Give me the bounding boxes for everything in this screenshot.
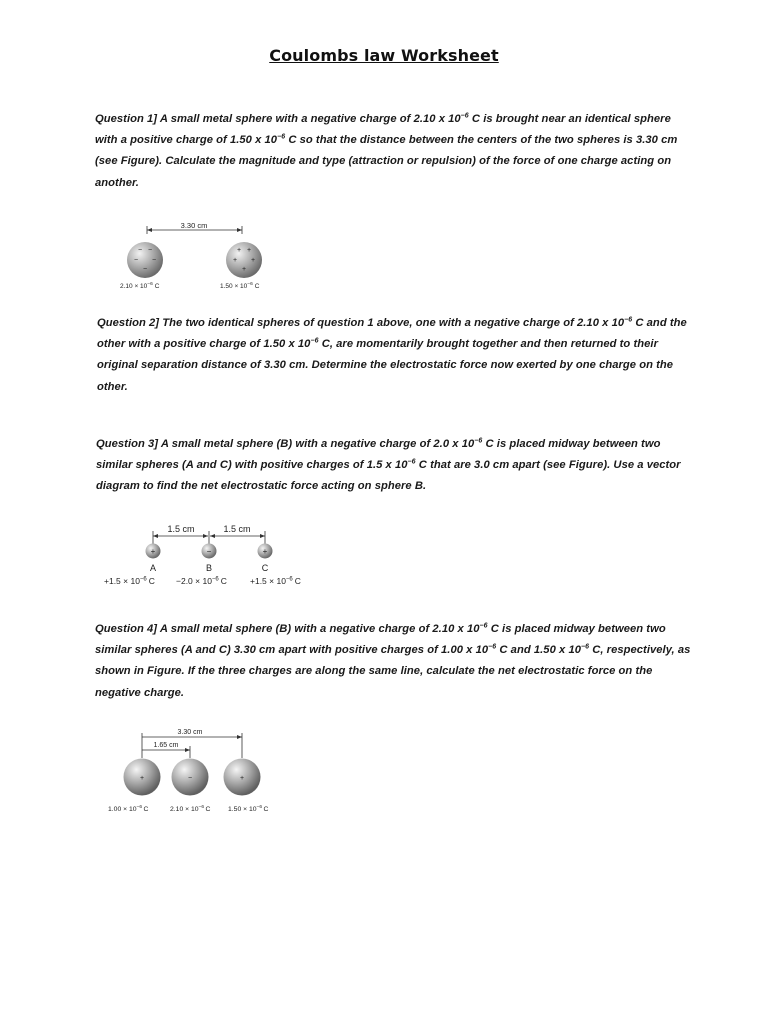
q4-exponent-3: −6 bbox=[580, 643, 590, 651]
q4-text-3: C and 1.50 x 10 bbox=[496, 644, 581, 657]
q3-text-2: C is placed midway between two similar spheres (A and C) with positive charges of 1.5 x 10 bbox=[96, 438, 661, 472]
fig2-plus-sign: + bbox=[150, 547, 156, 556]
fig3-charge-c: $1.50 \times 10^{-6}$ C bbox=[228, 805, 269, 813]
q1-text-3: C so that the distance between the centers of the two spheres is 3.30 cm (see Figure). Calculate the magnitude and type (attraction or repulsion) of the force of one charge acting on another. bbox=[95, 134, 678, 189]
q1-exponent-2: −6 bbox=[277, 133, 286, 141]
fig2-arrowhead bbox=[203, 534, 208, 538]
fig2-charge-a: $+1.5 \times 10^{-6}$ C bbox=[104, 576, 155, 586]
q1-exponent-1: −6 bbox=[460, 112, 469, 120]
fig3-arrowhead bbox=[185, 748, 190, 752]
q2-text-2: C and the other with a positive charge of 1.50 x 10 bbox=[97, 317, 687, 351]
fig3-plus-sign: + bbox=[139, 775, 145, 782]
q2-text-3: C, are momentarily brought together and then returned to their original separation distance of 3.30 cm. Determine the electrostatic force now exerted by one charge on the other. bbox=[97, 338, 674, 393]
q2-text-1: Question 2] The two identical spheres of question 1 above, one with a negative charge of 2.10 x 10 bbox=[97, 317, 625, 329]
question-1 bbox=[95, 109, 695, 194]
figure-2-three-spheres bbox=[100, 520, 330, 590]
question-4 bbox=[95, 619, 695, 704]
q3-text-1: Question 3] A small metal sphere (B) with a negative charge of 2.0 x 10 bbox=[96, 438, 475, 450]
q2-exponent-2: −6 bbox=[310, 337, 319, 345]
fig2-arrowhead bbox=[153, 534, 158, 538]
fig1-distance-label: 3.30 cm bbox=[180, 221, 208, 230]
q1-text-1: Question 1] A small metal sphere with a negative charge of 2.10 x 10 bbox=[95, 113, 461, 125]
fig3-minus-sign: − bbox=[187, 775, 193, 782]
fig3-distance-total-label: 3.30 cm bbox=[177, 729, 203, 736]
fig2-charge-c: $+1.5 \times 10^{-6}$ C bbox=[250, 576, 301, 586]
fig1-arrowhead-left bbox=[147, 228, 152, 232]
q3-text-3: C that are 3.0 cm apart (see Figure). Use a vector diagram to find the net electrostatic force acting on sphere B. bbox=[96, 459, 681, 493]
fig1-plus-sign: + bbox=[236, 247, 242, 254]
q4-text-1: Question 4] A small metal sphere (B) with a negative charge of 2.10 x 10 bbox=[95, 623, 480, 635]
fig1-minus-sign: − bbox=[151, 257, 157, 264]
q4-exponent-1: −6 bbox=[479, 622, 488, 630]
fig2-minus-sign: − bbox=[206, 547, 212, 556]
q3-exponent-1: −6 bbox=[474, 437, 483, 445]
fig3-arrowhead bbox=[237, 735, 242, 739]
fig1-plus-sign: + bbox=[232, 257, 238, 264]
q2-exponent-1: −6 bbox=[624, 316, 633, 324]
figure-3-three-spheres bbox=[104, 724, 289, 816]
fig2-distance-bc-label: 1.5 cm bbox=[223, 524, 251, 534]
q1-text-2: C is brought near an identical sphere with a positive charge of 1.50 x 10 bbox=[95, 113, 671, 147]
fig3-charge-b: $2.10 \times 10^{-6}$ C bbox=[170, 805, 211, 813]
fig2-arrowhead bbox=[260, 534, 265, 538]
fig1-arrowhead-right bbox=[237, 228, 242, 232]
fig3-plus-sign: + bbox=[239, 775, 245, 782]
question-2 bbox=[97, 313, 697, 398]
fig1-charge-left: $2.10 \times 10^{-6}$ C bbox=[120, 282, 160, 290]
worksheet-title: Coulombs law Worksheet bbox=[269, 46, 499, 65]
fig1-plus-sign: + bbox=[250, 257, 256, 264]
question-3 bbox=[96, 434, 696, 498]
q3-exponent-2: −6 bbox=[407, 458, 416, 466]
fig2-label-b: B bbox=[205, 563, 213, 573]
fig2-distance-ab-label: 1.5 cm bbox=[167, 524, 195, 534]
fig2-charge-b: $-2.0 \times 10^{-6}$ C bbox=[176, 576, 227, 586]
fig2-label-a: A bbox=[149, 563, 157, 573]
q4-text-4: C, respectively, as shown in Figure. If the three charges are along the same line, calculate the net electrostatic force on the negative charge. bbox=[95, 644, 691, 699]
q4-text-2: C is placed midway between two similar spheres (A and C) 3.30 cm apart with positive charges of 1.00 x 10 bbox=[95, 623, 666, 657]
fig2-label-c: C bbox=[261, 563, 269, 573]
fig1-plus-sign: + bbox=[241, 266, 247, 273]
fig1-minus-sign: − bbox=[147, 247, 153, 254]
fig3-distance-half-label: 1.65 cm bbox=[153, 742, 179, 749]
fig1-plus-sign: + bbox=[246, 247, 252, 254]
fig1-charge-right: $1.50 \times 10^{-6}$ C bbox=[220, 282, 260, 290]
fig1-minus-sign: − bbox=[142, 266, 148, 273]
fig1-minus-sign: − bbox=[137, 247, 143, 254]
figure-1-two-spheres bbox=[110, 218, 280, 294]
fig1-minus-sign: − bbox=[133, 257, 139, 264]
q4-exponent-2: −6 bbox=[488, 643, 497, 651]
fig2-plus-sign: + bbox=[262, 547, 268, 556]
fig3-charge-a: $1.00 \times 10^{-6}$ C bbox=[108, 805, 149, 813]
fig2-arrowhead bbox=[210, 534, 215, 538]
